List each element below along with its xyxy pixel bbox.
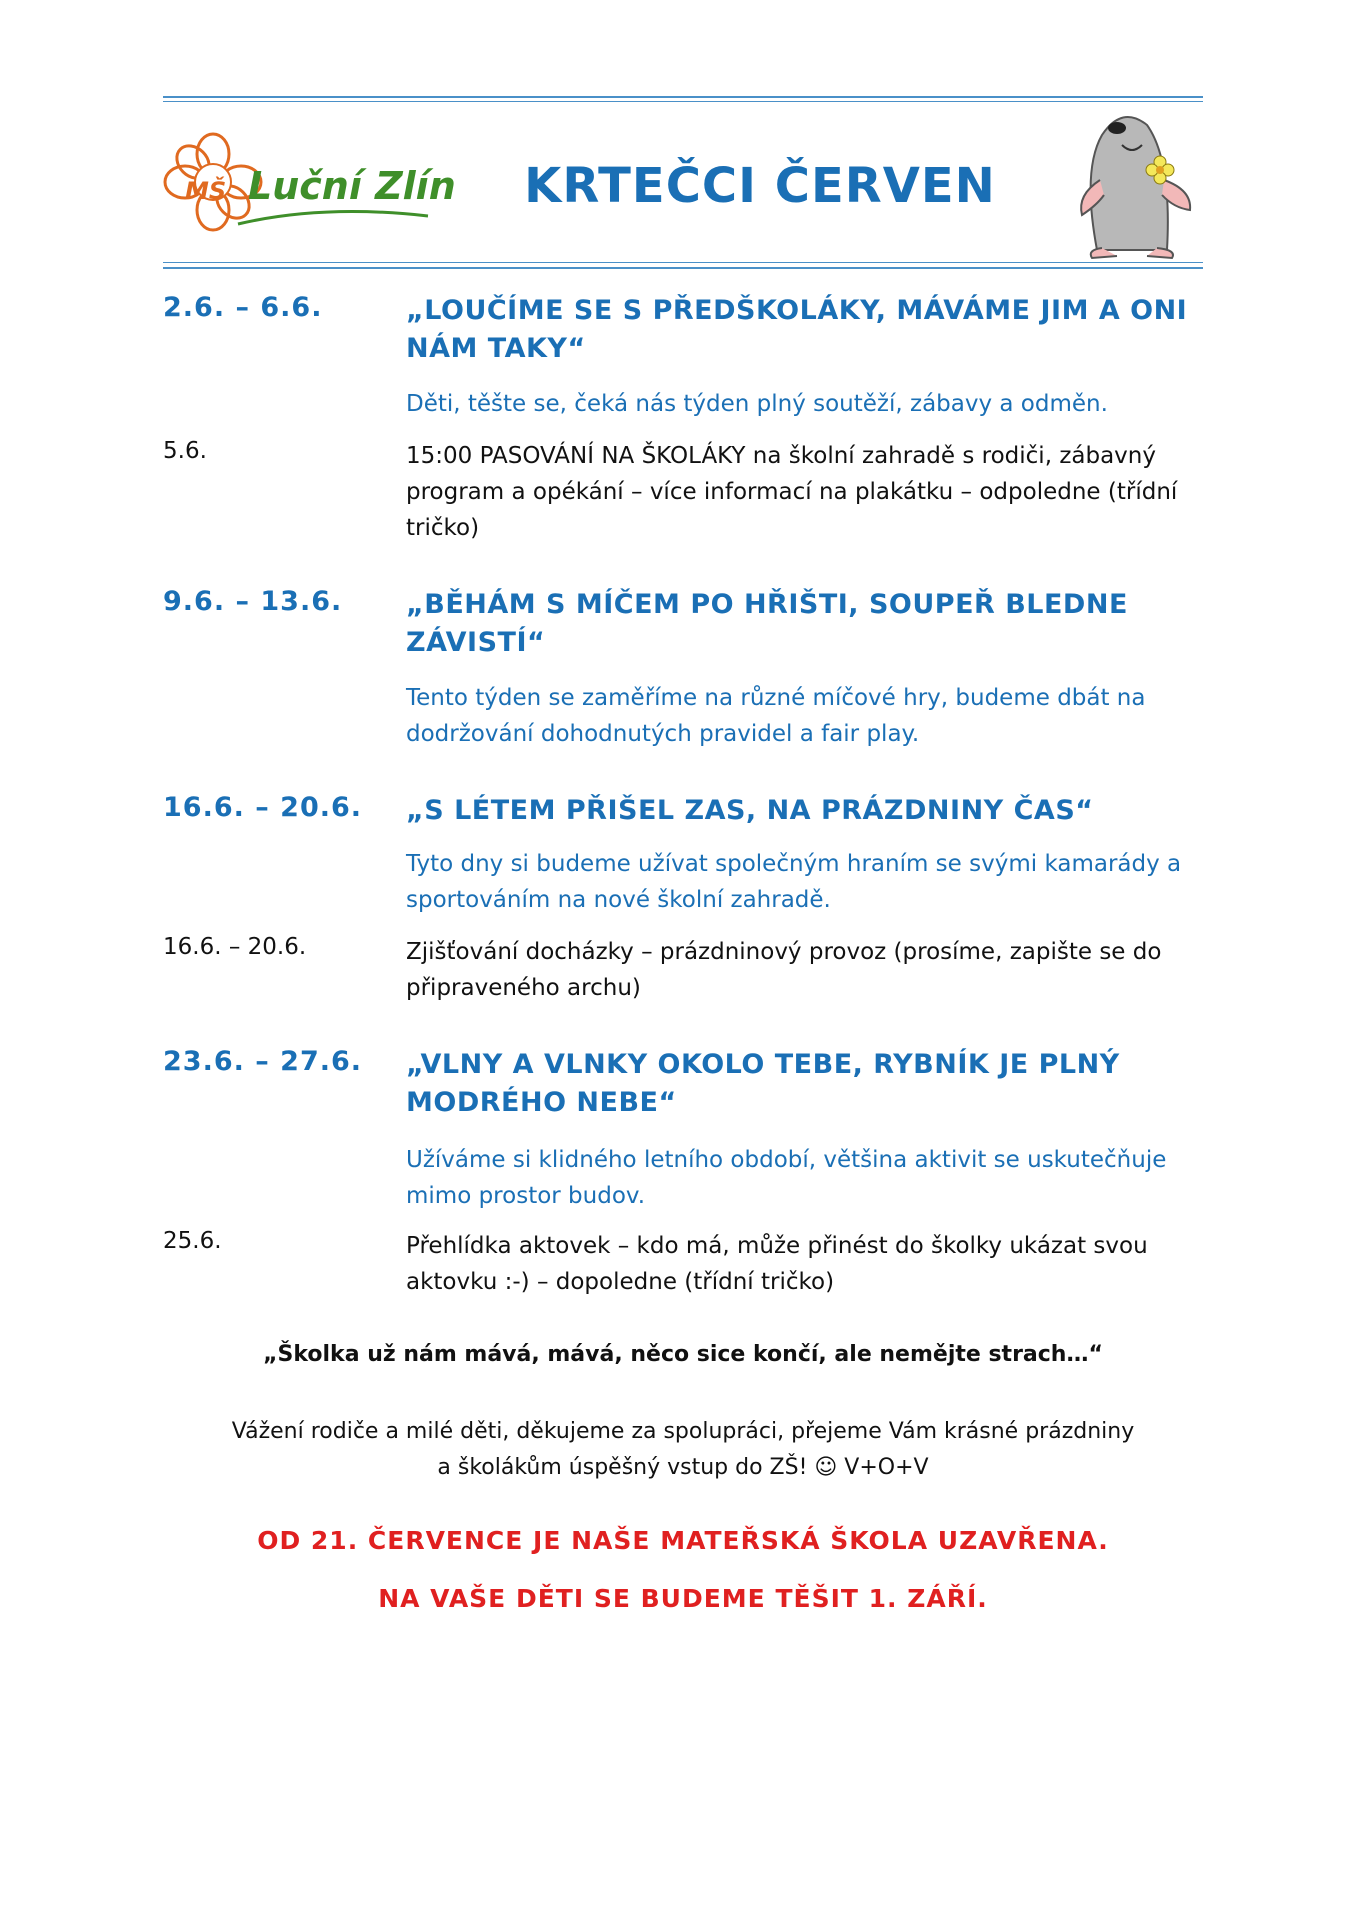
week-date: 2.6. – 6.6. (163, 292, 323, 323)
event-date: 5.6. (163, 438, 207, 464)
school-logo (163, 132, 456, 232)
closing-quote: „Školka už nám mává, mává, něco sice končí, ale nemějte strach…“ (263, 1342, 1103, 1367)
week-description: Užíváme si klidného letního období, většina aktivit se uskutečňuje mimo prostor budov. (406, 1147, 1167, 1209)
return-notice: NA VAŠE DĚTI SE BUDEME TĚŠIT 1. ZÁŘÍ. (378, 1584, 988, 1613)
top-rule-thin (163, 101, 1203, 102)
week-description: Tyto dny si budeme užívat společným hraním se svými kamarády a sportováním na nové školní zahradě. (406, 851, 1182, 913)
event-date: 25.6. (163, 1228, 222, 1254)
week-theme: „VLNY A VLNKY OKOLO TEBE, RYBNÍK JE PLNÝ MODRÉHO NEBE“ (406, 1049, 1120, 1118)
week-theme: „LOUČÍME SE S PŘEDŠKOLÁKY, MÁVÁME JIM A ONI NÁM TAKY“ (406, 295, 1188, 364)
logo-swoosh (233, 202, 433, 232)
closure-notice: OD 21. ČERVENCE JE NAŠE MATEŘSKÁ ŠKOLA UZAVŘENA. (257, 1526, 1109, 1555)
event-text: 15:00 PASOVÁNÍ NA ŠKOLÁKY na školní zahradě s rodiči, zábavný program a opékání – více informací na plakátku – odpoledne (třídní tričko) (406, 443, 1178, 541)
header-rule (163, 262, 1203, 263)
week-date: 16.6. – 20.6. (163, 792, 363, 823)
page-title: KRTEČCI ČERVEN (524, 158, 996, 214)
event-text: Zjišťování docházky – prázdninový provoz (prosíme, zapište se do připraveného archu) (406, 939, 1162, 1001)
event-date: 16.6. – 20.6. (163, 934, 307, 960)
mole-mascot (1062, 100, 1202, 260)
week-date: 23.6. – 27.6. (163, 1046, 363, 1077)
header-rule-thick (163, 267, 1203, 269)
thanks-line: a školákům úspěšný vstup do ZŠ! ☺ V+O+V (437, 1455, 929, 1480)
week-date: 9.6. – 13.6. (163, 586, 343, 617)
thanks-line: Vážení rodiče a milé děti, děkujeme za spolupráci, přejeme Vám krásné prázdniny (231, 1419, 1135, 1444)
week-description: Děti, těšte se, čeká nás týden plný soutěží, zábavy a odměn. (406, 391, 1108, 417)
week-theme: „BĚHÁM S MÍČEM PO HŘIŠTI, SOUPEŘ BLEDNE ZÁVISTÍ“ (406, 589, 1128, 658)
week-description: Tento týden se zaměříme na různé míčové hry, budeme dbát na dodržování dohodnutých pravidel a fair play. (406, 685, 1146, 747)
logo-prefix: MŠ (185, 177, 227, 205)
top-rule (163, 96, 1203, 98)
week-theme: „S LÉTEM PŘIŠEL ZAS, NA PRÁZDNINY ČAS“ (406, 795, 1094, 826)
event-text: Přehlídka aktovek – kdo má, může přinést do školky ukázat svou aktovku :-) – dopoledne (třídní tričko) (406, 1233, 1148, 1295)
logo-name: Luční Zlín (248, 164, 456, 208)
